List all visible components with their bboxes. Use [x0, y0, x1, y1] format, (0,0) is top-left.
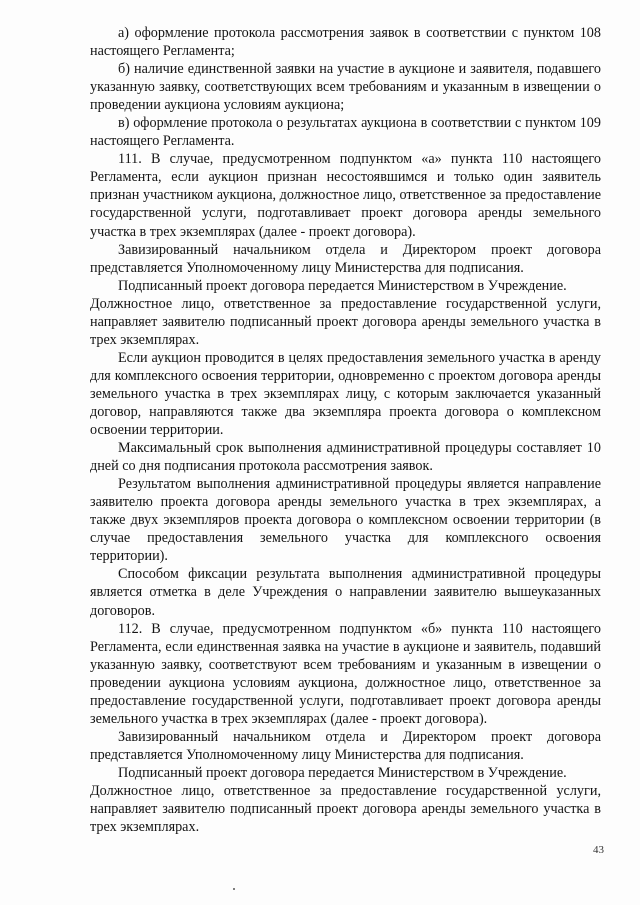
paragraph-approval-2: Завизированный начальником отдела и Директором проект договора представляется Уполномоченному лицу Министерства для подписания.	[90, 728, 601, 763]
paragraph-signed-transfer: Подписанный проект договора передается Министерством в Учреждение.	[118, 277, 567, 294]
paragraph-approval: Завизированный начальником отдела и Директором проект договора представляется Уполномоченному лицу Министерства для подписания.	[90, 241, 601, 276]
paragraph-signed-transfer-2: Подписанный проект договора передается Министерством в Учреждение.	[118, 764, 567, 781]
page-number: 43	[593, 844, 604, 856]
paragraph-clause-111: 111. В случае, предусмотренном подпунктом «а» пункта 110 настоящего Регламента, если аукцион признан несостоявшимся и только один заявитель признан участником аукциона, должностное лицо, ответственное за предоставление государственной услуги, подготавливает проект договора аренды земельного участка в трех экземплярах (далее - проект договора).	[90, 151, 601, 240]
paragraph-fixation: Способом фиксации результата выполнения административной процедуры является отметка в деле Учреждения о направлении заявителю вышеуказанных договоров.	[90, 566, 601, 619]
paragraph-result: Результатом выполнения административной процедуры является направление заявителю проекта договора аренды земельного участка в трех экземплярах, а также двух экземпляров проекта договора о комплексном освоении территории (в случае предоставления земельного участка для комплексного освоения территории).	[90, 476, 601, 565]
document-body	[90, 24, 601, 836]
paragraph-item-a: а) оформление протокола рассмотрения заявок в соответствии с пунктом 108 настоящего Регламента;	[90, 25, 601, 60]
paragraph-item-v: в) оформление протокола о результатах аукциона в соответствии с пунктом 109 настоящего Регламента.	[90, 115, 601, 150]
paragraph-official-sends-2: Должностное лицо, ответственное за предоставление государственной услуги, направляет заявителю подписанный проект договора аренды земельного участка в трех экземплярах.	[90, 782, 601, 836]
paragraph-max-term: Максимальный срок выполнения административной процедуры составляет 10 дней со дня подписания протокола рассмотрения заявок.	[90, 440, 601, 475]
scan-artifact	[233, 888, 235, 890]
paragraph-clause-112: 112. В случае, предусмотренном подпунктом «б» пункта 110 настоящего Регламента, если единственная заявка на участие в аукционе и заявитель, подавший указанную заявку, соответствуют всем требованиям и указанным в извещении о проведении аукциона условиям аукциона, должностное лицо, ответственное за предоставление государственной услуги, подготавливает проект договора аренды земельного участка в трех экземплярах (далее - проект договора).	[90, 620, 601, 727]
paragraph-official-sends: Должностное лицо, ответственное за предоставление государственной услуги, направляет заявителю подписанный проект договора аренды земельного участка в трех экземплярах.	[90, 295, 601, 348]
paragraph-item-b: б) наличие единственной заявки на участие в аукционе и заявителя, подавшего указанную заявку, соответствующих всем требованиям и указанным в извещении о проведении аукциона условиям аукциона;	[90, 61, 601, 114]
paragraph-complex-development: Если аукцион проводится в целях предоставления земельного участка в аренду для комплексного освоения территории, одновременно с проектом договора аренды земельного участка в трех экземплярах лицу, с которым заключается указанный договор, направляются также два экземпляра проекта договора о комплексном освоении территории.	[90, 349, 601, 439]
